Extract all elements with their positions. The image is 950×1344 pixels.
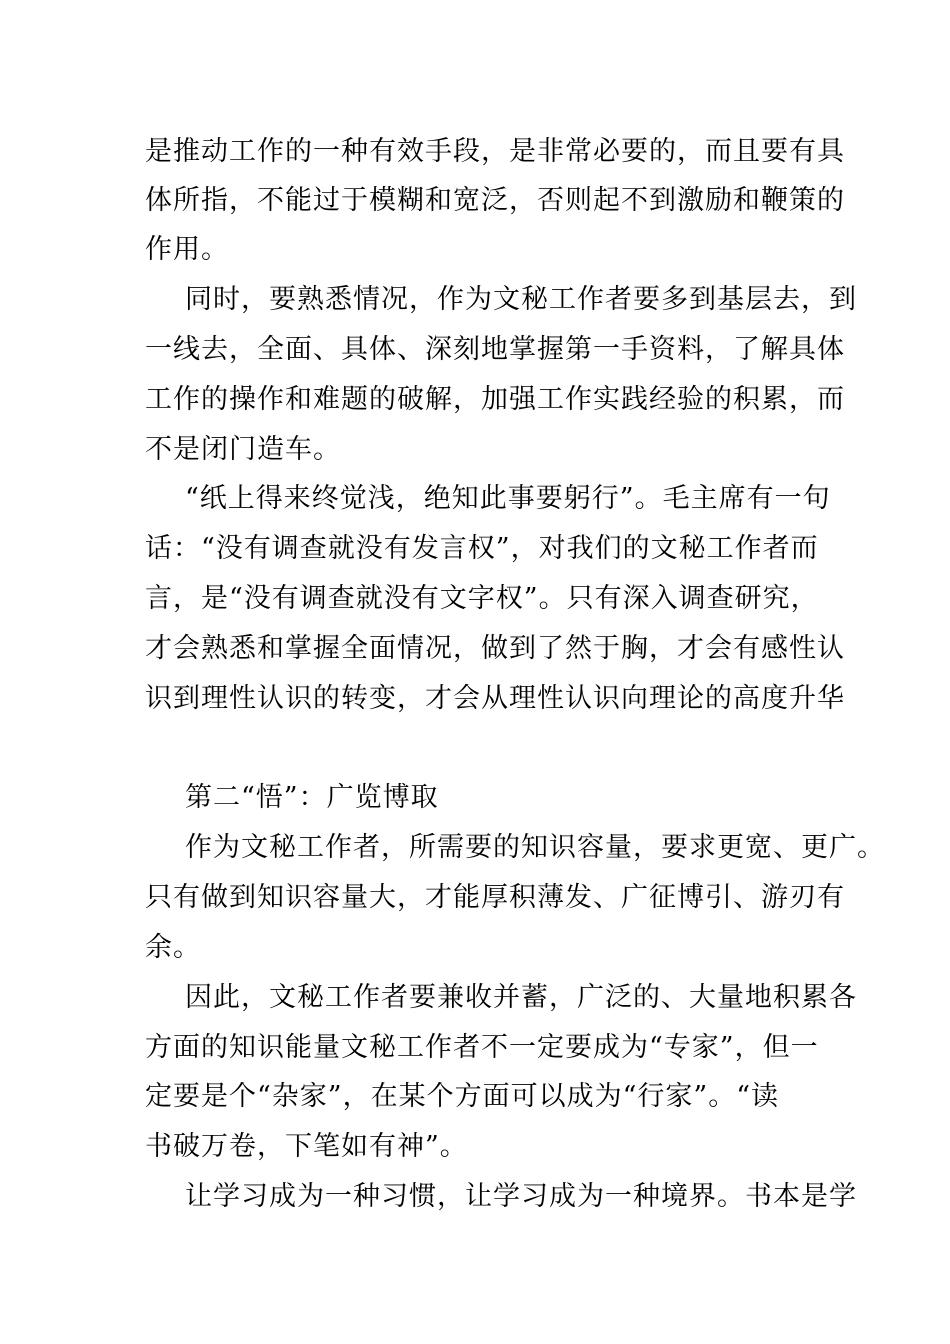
section-heading: 第二“悟”：广览博取 xyxy=(185,782,439,813)
text-line: 作用。 xyxy=(145,234,229,265)
paragraph-first-line: 同时，要熟悉情况，作为文秘工作者要多到基层去，到 xyxy=(185,284,857,315)
text-line: 方面的知识能量文秘工作者不一定要成为“专家”，但一 xyxy=(145,1032,819,1063)
text-line: 工作的操作和难题的破解，加强工作实践经验的积累，而 xyxy=(145,384,845,415)
text-line: 余。 xyxy=(145,932,201,963)
text-line: 话：“没有调查就没有发言权”，对我们的文秘工作者而 xyxy=(145,533,819,564)
text-line: 不是闭门造车。 xyxy=(145,434,341,465)
text-line: 才会熟悉和掌握全面情况，做到了然于胸，才会有感性认 xyxy=(145,633,845,664)
text-line: 体所指，不能过于模糊和宽泛，否则起不到激励和鞭策的 xyxy=(145,185,845,216)
text-line: 书破万卷，下笔如有神”。 xyxy=(145,1131,468,1162)
text-line: 一线去，全面、具体、深刻地掌握第一手资料，了解具体 xyxy=(145,334,845,365)
paragraph-first-line: 因此，文秘工作者要兼收并蓄，广泛的、大量地积累各 xyxy=(185,982,857,1013)
paragraph-first-line: 让学习成为一种习惯，让学习成为一种境界。书本是学 xyxy=(185,1181,857,1212)
paragraph-first-line: “纸上得来终觉浅，绝知此事要躬行”。毛主席有一句 xyxy=(185,483,831,514)
text-line: 识到理性认识的转变，才会从理性认识向理论的高度升华 xyxy=(145,683,845,714)
text-line: 只有做到知识容量大，才能厚积薄发、广征博引、游刃有 xyxy=(145,882,845,913)
text-line: 是推动工作的一种有效手段，是非常必要的，而且要有具 xyxy=(145,136,845,167)
paragraph-first-line: 作为文秘工作者，所需要的知识容量，要求更宽、更广。 xyxy=(185,832,885,863)
text-line: 定要是个“杂家”，在某个方面可以成为“行家”。“读 xyxy=(145,1081,780,1112)
text-line: 言，是“没有调查就没有文字权”。只有深入调查研究， xyxy=(145,583,819,614)
